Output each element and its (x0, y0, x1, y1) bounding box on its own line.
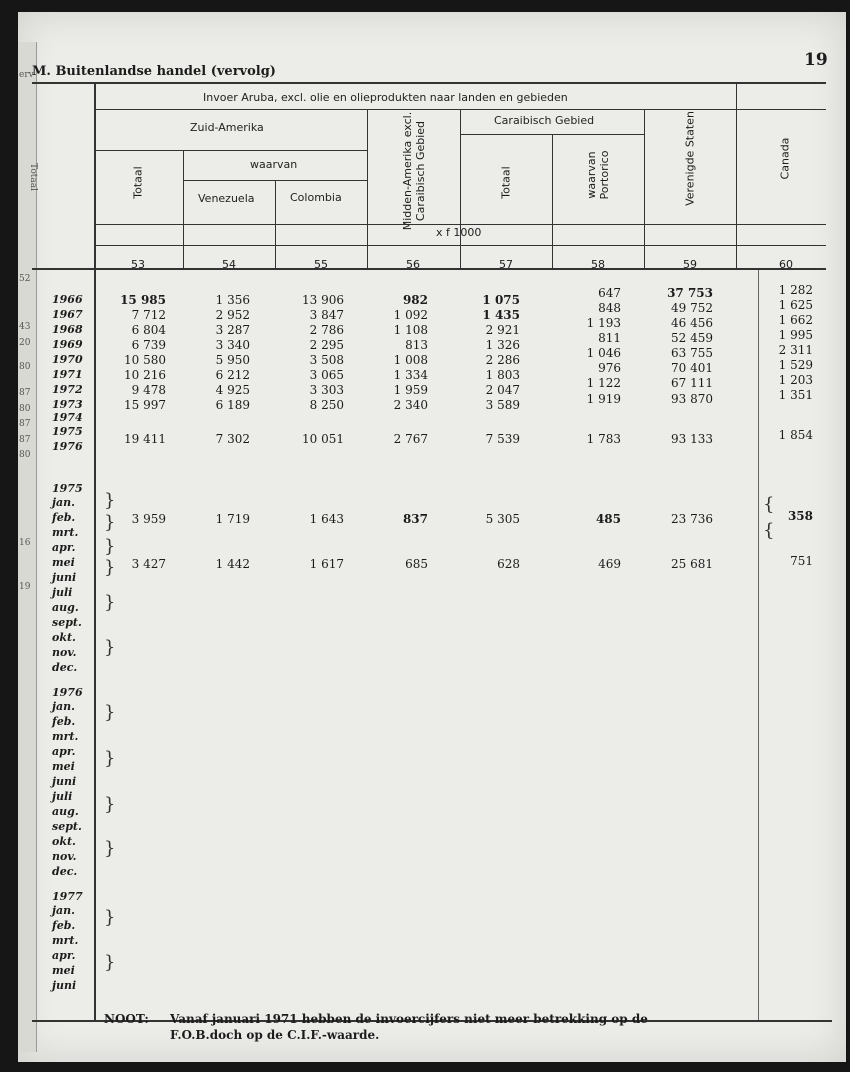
col-header-totaal-cg: Totaal (499, 166, 513, 199)
cell: 1 719 (215, 512, 250, 526)
edge-text: 87 (19, 388, 31, 398)
cell: 848 (598, 301, 621, 315)
month-label: feb. (52, 919, 76, 932)
cell: 1 282 (778, 283, 813, 297)
cell: 1 529 (778, 358, 813, 372)
cell: 1 122 (586, 376, 621, 390)
edge-text: 43 (19, 322, 31, 332)
note-line-1: Vanaf januari 1971 hebben de invoercijfers niet meer betrekking op de (170, 1012, 648, 1026)
unit-label: x f 1000 (436, 226, 482, 239)
brace-icon: } (104, 557, 116, 578)
col-divider (552, 134, 553, 268)
brace-icon: } (104, 592, 116, 613)
month-label: jan. (52, 700, 75, 713)
brace-icon: } (104, 794, 116, 815)
edge-text: 87 (19, 419, 31, 429)
cell: 1 995 (778, 328, 813, 342)
month-label: juni (52, 775, 77, 788)
month-label: mei (52, 964, 75, 977)
cell: 1 919 (586, 392, 621, 406)
month-label: juli (52, 790, 73, 803)
col-header-canada: Canada (778, 137, 792, 180)
col-number: 55 (314, 258, 328, 271)
col-divider (367, 109, 368, 268)
cell: 1 108 (393, 323, 428, 337)
month-label: mrt. (52, 934, 79, 947)
col-divider (644, 109, 645, 268)
brace-icon: { (763, 494, 775, 515)
cell: 1 435 (482, 308, 520, 322)
cell: 23 736 (671, 512, 713, 526)
edge-text: 19 (19, 582, 31, 592)
cell: 837 (402, 512, 428, 526)
cell: 1 783 (586, 432, 621, 446)
edge-text: 16 (19, 538, 31, 548)
year-label: 1968 (52, 323, 83, 336)
page-number: 19 (804, 50, 828, 70)
cell: 1 203 (778, 373, 813, 387)
month-label: apr. (52, 745, 76, 758)
cell: 37 753 (667, 286, 713, 300)
col-number: 57 (499, 258, 513, 271)
brace-icon: } (104, 702, 116, 723)
year-label: 1975 (52, 425, 83, 438)
block-year: 1975 (52, 482, 83, 495)
month-label: dec. (52, 865, 78, 878)
edge-text: 80 (19, 450, 31, 460)
brace-icon: } (104, 536, 116, 557)
left-page-edge (18, 42, 37, 1052)
cell: 7 712 (131, 308, 166, 322)
cell: 15 985 (120, 293, 166, 307)
cell: 5 950 (215, 353, 250, 367)
cell: 3 340 (215, 338, 250, 352)
cell: 1 803 (485, 368, 520, 382)
col-header-colombia: Colombia (290, 191, 342, 204)
month-label: feb. (52, 715, 76, 728)
cell: 1 075 (482, 293, 520, 307)
cell: 25 681 (671, 557, 713, 571)
cell: 1 193 (586, 316, 621, 330)
cell: 811 (598, 331, 621, 345)
cell: 3 427 (131, 557, 166, 571)
month-label: mrt. (52, 526, 79, 539)
cell: 15 997 (124, 398, 166, 412)
cell: 7 539 (485, 432, 520, 446)
cell: 1 854 (778, 428, 813, 442)
month-label: nov. (52, 646, 77, 659)
col-header-midden-amerika: Midden-Amerika excl. Caraibisch Gebied (401, 111, 427, 231)
edge-text: erv (19, 70, 34, 80)
block-year: 1977 (52, 890, 83, 903)
col-number: 56 (406, 258, 420, 271)
cell: 1 643 (309, 512, 344, 526)
cell: 2 786 (309, 323, 344, 337)
month-label: feb. (52, 511, 76, 524)
cell: 3 303 (309, 383, 344, 397)
brace-icon: { (763, 520, 775, 541)
cell: 9 478 (131, 383, 166, 397)
edge-text: 80 (19, 362, 31, 372)
col-header-totaal-za: Totaal (131, 166, 145, 199)
cell: 1 959 (393, 383, 428, 397)
col-divider (183, 150, 184, 268)
table-title: Invoer Aruba, excl. olie en olieprodukten naar landen en gebieden (203, 91, 568, 104)
month-label: sept. (52, 616, 82, 629)
cell: 358 (787, 509, 813, 523)
cell: 2 340 (393, 398, 428, 412)
col-number: 58 (591, 258, 605, 271)
month-label: dec. (52, 661, 78, 674)
cell: 6 739 (131, 338, 166, 352)
cell: 10 216 (124, 368, 166, 382)
month-label: juli (52, 586, 73, 599)
month-label: mrt. (52, 730, 79, 743)
month-label: apr. (52, 949, 76, 962)
cell: 52 459 (671, 331, 713, 345)
cell: 70 401 (671, 361, 713, 375)
col-header-venezuela: Venezuela (198, 192, 255, 205)
cell: 8 250 (309, 398, 344, 412)
cell: 19 411 (124, 432, 166, 446)
cell: 6 189 (215, 398, 250, 412)
year-label: 1976 (52, 440, 83, 453)
cell: 93 133 (671, 432, 713, 446)
cell: 628 (497, 557, 520, 571)
brace-icon: } (104, 748, 116, 769)
brace-icon: } (104, 907, 116, 928)
month-label: apr. (52, 541, 76, 554)
cell: 1 617 (309, 557, 344, 571)
month-label: mei (52, 556, 75, 569)
col-divider (275, 180, 276, 268)
col-number: 53 (131, 258, 145, 271)
brace-icon: } (104, 838, 116, 859)
group-zuid-amerika: Zuid-Amerika (190, 121, 264, 134)
col-header-portorico: waarvan Portorico (585, 150, 611, 200)
cell: 751 (790, 554, 813, 568)
cell: 1 092 (393, 308, 428, 322)
edge-text: 52 (19, 274, 31, 284)
cell: 485 (595, 512, 621, 526)
year-label: 1971 (52, 368, 83, 381)
month-label: aug. (52, 601, 79, 614)
cell: 976 (598, 361, 621, 375)
brace-icon: } (104, 512, 116, 533)
col-number: 54 (222, 258, 236, 271)
cell: 3 287 (215, 323, 250, 337)
cell: 1 334 (393, 368, 428, 382)
cell: 1 662 (778, 313, 813, 327)
year-label: 1970 (52, 353, 83, 366)
col-divider (736, 84, 737, 268)
month-label: juni (52, 571, 77, 584)
year-label: 1972 (52, 383, 83, 396)
cell: 46 456 (671, 316, 713, 330)
cell: 6 804 (131, 323, 166, 337)
cell: 4 925 (215, 383, 250, 397)
month-label: mei (52, 760, 75, 773)
year-label: 1974 (52, 411, 83, 424)
cell: 1 008 (393, 353, 428, 367)
edge-text: Totaal (27, 163, 38, 191)
cell: 1 326 (485, 338, 520, 352)
month-label: aug. (52, 805, 79, 818)
cell: 3 065 (309, 368, 344, 382)
cell: 813 (405, 338, 428, 352)
cell: 2 311 (778, 343, 813, 357)
cell: 63 755 (671, 346, 713, 360)
cell: 3 959 (131, 512, 166, 526)
cell: 647 (598, 286, 621, 300)
month-label: sept. (52, 820, 82, 833)
cell: 2 921 (485, 323, 520, 337)
year-label: 1969 (52, 338, 83, 351)
edge-text: 20 (19, 338, 31, 348)
cell: 10 580 (124, 353, 166, 367)
group-waarvan: waarvan (250, 158, 298, 171)
cell: 93 870 (671, 392, 713, 406)
block-year: 1976 (52, 686, 83, 699)
cell: 469 (598, 557, 621, 571)
cell: 3 847 (309, 308, 344, 322)
cell: 3 508 (309, 353, 344, 367)
month-label: jan. (52, 904, 75, 917)
cell: 2 767 (393, 432, 428, 446)
cell: 3 589 (485, 398, 520, 412)
cell: 1 356 (215, 293, 250, 307)
year-label: 1967 (52, 308, 83, 321)
cell: 5 305 (485, 512, 520, 526)
cell: 49 752 (671, 301, 713, 315)
cell: 13 906 (302, 293, 344, 307)
month-label: okt. (52, 631, 76, 644)
cell: 10 051 (302, 432, 344, 446)
col-divider (460, 109, 461, 268)
cell: 2 952 (215, 308, 250, 322)
cell: 1 625 (778, 298, 813, 312)
note-line-2: F.O.B.doch op de C.I.F.-waarde. (170, 1028, 380, 1042)
month-label: juni (52, 979, 77, 992)
cell: 2 047 (485, 383, 520, 397)
brace-icon: } (104, 490, 116, 511)
document-page (18, 12, 846, 1062)
edge-text: 87 (19, 435, 31, 445)
note-label: NOOT: (104, 1012, 149, 1026)
cell: 1 046 (586, 346, 621, 360)
cell: 1 351 (778, 388, 813, 402)
brace-icon: } (104, 637, 116, 658)
brace-icon: } (104, 952, 116, 973)
cell: 685 (405, 557, 428, 571)
cell: 6 212 (215, 368, 250, 382)
cell: 2 295 (309, 338, 344, 352)
cell: 1 442 (215, 557, 250, 571)
section-title: M. Buitenlandse handel (vervolg) (32, 64, 276, 79)
group-caraibisch: Caraibisch Gebied (494, 114, 595, 127)
stub-divider (94, 84, 96, 1020)
col-header-vs: Verenigde Staten (683, 111, 697, 206)
cell: 2 286 (485, 353, 520, 367)
top-rule (32, 82, 826, 84)
year-label: 1966 (52, 293, 83, 306)
col-number: 60 (779, 258, 793, 271)
cell: 7 302 (215, 432, 250, 446)
month-label: jan. (52, 496, 75, 509)
cell: 982 (402, 293, 428, 307)
edge-text: 80 (19, 404, 31, 414)
col-number: 59 (683, 258, 697, 271)
month-label: okt. (52, 835, 76, 848)
month-label: nov. (52, 850, 77, 863)
cell: 67 111 (671, 376, 713, 390)
year-label: 1973 (52, 398, 83, 411)
